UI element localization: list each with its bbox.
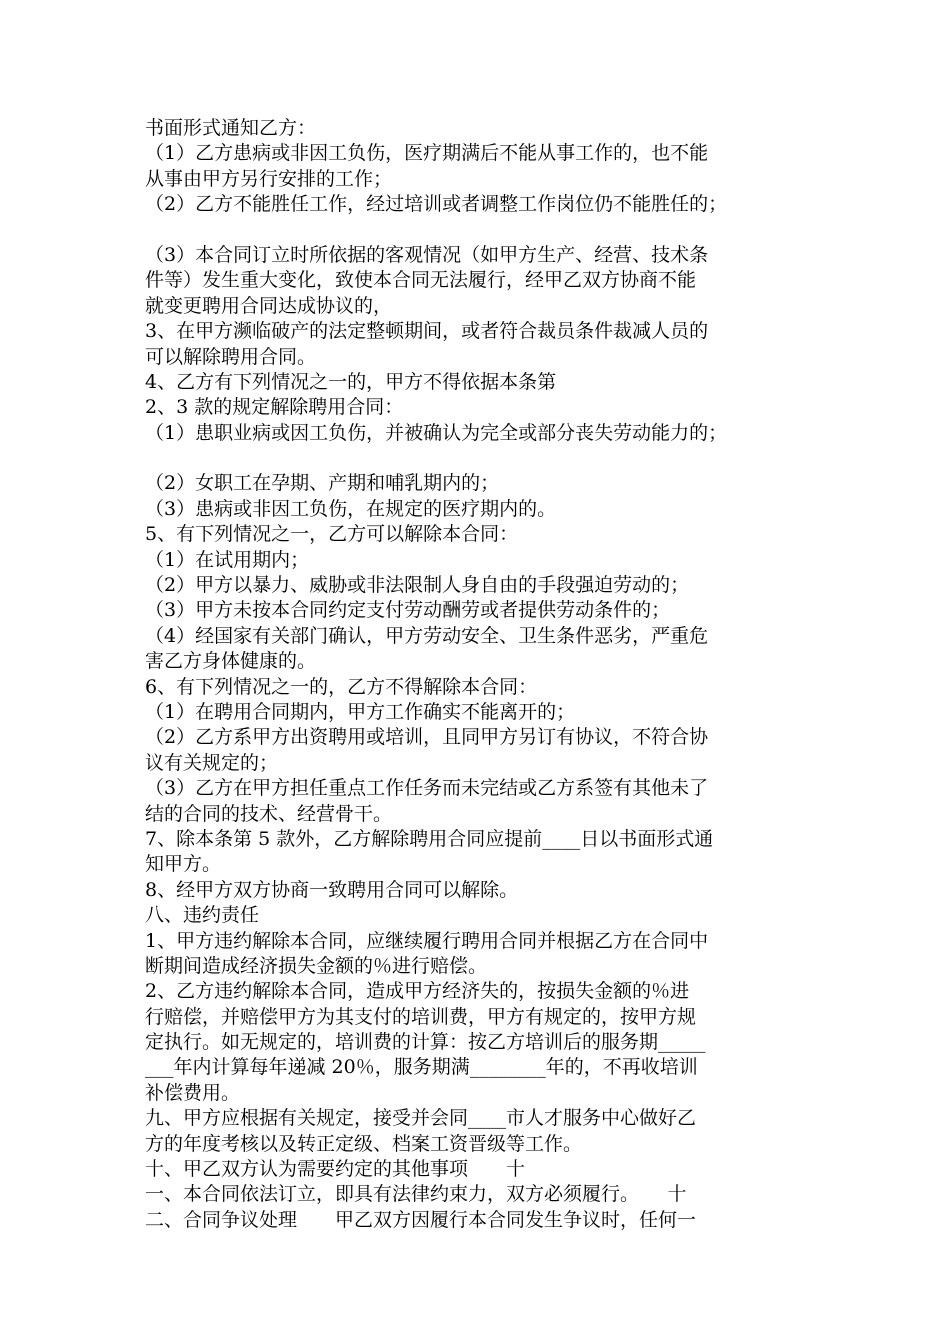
text-line: （2）甲方以暴力、威胁或非法限制人身自由的手段强迫劳动的； [145, 574, 690, 597]
text-line: （2）乙方不能胜任工作，经过培训或者调整工作岗位仍不能胜任的； [145, 193, 728, 216]
text-line: （1）患职业病或因工负伤，并被确认为完全或部分丧失劳动能力的； [145, 421, 728, 444]
text-line: （3）患病或非因工负伤，在规定的医疗期内的。 [145, 497, 557, 520]
text-line: 定执行。如无规定的，培训费的计算：按乙方培训后的服务期_____ [145, 1031, 706, 1054]
text-line: 4、乙方有下列情况之一的，甲方不得依据本条第 [145, 370, 557, 393]
text-line: ___年内计算每年递减 20％，服务期满________年的，不再收培训 [145, 1056, 698, 1079]
text-line: （1）在聘用合同期内，甲方工作确实不能离开的； [145, 700, 576, 723]
text-line: 从事由甲方另行安排的工作； [145, 167, 393, 190]
text-line: 可以解除聘用合同。 [145, 345, 317, 368]
text-line: 件等）发生重大变化，致使本合同无法履行，经甲乙双方协商不能 [145, 269, 697, 292]
text-line: 5、有下列情况之一，乙方可以解除本合同： [145, 523, 519, 546]
text-line: 一、本合同依法订立，即具有法律约束力，双方必须履行。 十 [145, 1183, 687, 1206]
text-line: （3）甲方未按本合同约定支付劳动酬劳或者提供劳动条件的； [145, 599, 671, 622]
text-line: 行赔偿，并赔偿甲方为其支付的培训费，甲方有规定的，按甲方规 [145, 1005, 697, 1028]
text-line: 知甲方。 [145, 853, 222, 876]
text-line: （2）女职工在孕期、产期和哺乳期内的； [145, 472, 500, 495]
text-line: 8、经甲方双方协商一致聘用合同可以解除。 [145, 878, 519, 901]
text-line: （2）乙方系甲方出资聘用或培训，且同甲方另订有协议，不符合协 [145, 726, 709, 749]
text-line: 就变更聘用合同达成协议的， [145, 294, 393, 317]
text-line: （4）经国家有关部门确认，甲方劳动安全、卫生条件恶劣，严重危 [145, 624, 709, 647]
text-line: 6、有下列情况之一的，乙方不得解除本合同： [145, 675, 538, 698]
text-line: 2、乙方违约解除本合同，造成甲方经济失的，按损失金额的％进 [145, 980, 690, 1003]
text-line: 十、甲乙双方认为需要约定的其他事项 十 [145, 1158, 526, 1181]
text-line: 书面形式通知乙方： [145, 117, 317, 139]
blank-line [145, 218, 810, 243]
text-line: 议有关规定的； [145, 751, 279, 774]
text-line: 二、合同争议处理 甲乙双方因履行本合同发生争议时，任何一 [145, 1208, 697, 1231]
text-line: 断期间造成经济损失金额的％进行赔偿。 [145, 954, 488, 977]
text-line: 7、除本条第 5 款外，乙方解除聘用合同应提前____日以书面形式通 [145, 827, 714, 850]
text-line: （1）在试用期内； [145, 548, 310, 571]
text-line: 九、甲方应根据有关规定，接受并会同____市人才服务中心做好乙 [145, 1107, 697, 1130]
text-line: 2、3 款的规定解除聘用合同： [145, 396, 404, 419]
text-line: （3）本合同订立时所依据的客观情况（如甲方生产、经营、技术条 [145, 243, 709, 266]
text-line: 1、甲方违约解除本合同，应继续履行聘用合同并根据乙方在合同中 [145, 929, 709, 952]
text-line: （3）乙方在甲方担任重点工作任务而未完结或乙方系签有其他未了 [145, 777, 709, 800]
text-line: 补偿费用。 [145, 1081, 241, 1104]
text-line: （1）乙方患病或非因工负伤，医疗期满后不能从事工作的，也不能 [145, 142, 709, 165]
text-line: 3、在甲方濒临破产的法定整顿期间，或者符合裁员条件裁减人员的 [145, 320, 709, 343]
contract-text [145, 116, 810, 1233]
text-line: 害乙方身体健康的。 [145, 650, 317, 673]
blank-line [145, 446, 810, 471]
text-line: 方的年度考核以及转正定级、档案工资晋级等工作。 [145, 1132, 583, 1155]
text-line: 结的合同的技术、经营骨干。 [145, 802, 393, 825]
section-heading: 八、违约责任 [145, 904, 260, 927]
